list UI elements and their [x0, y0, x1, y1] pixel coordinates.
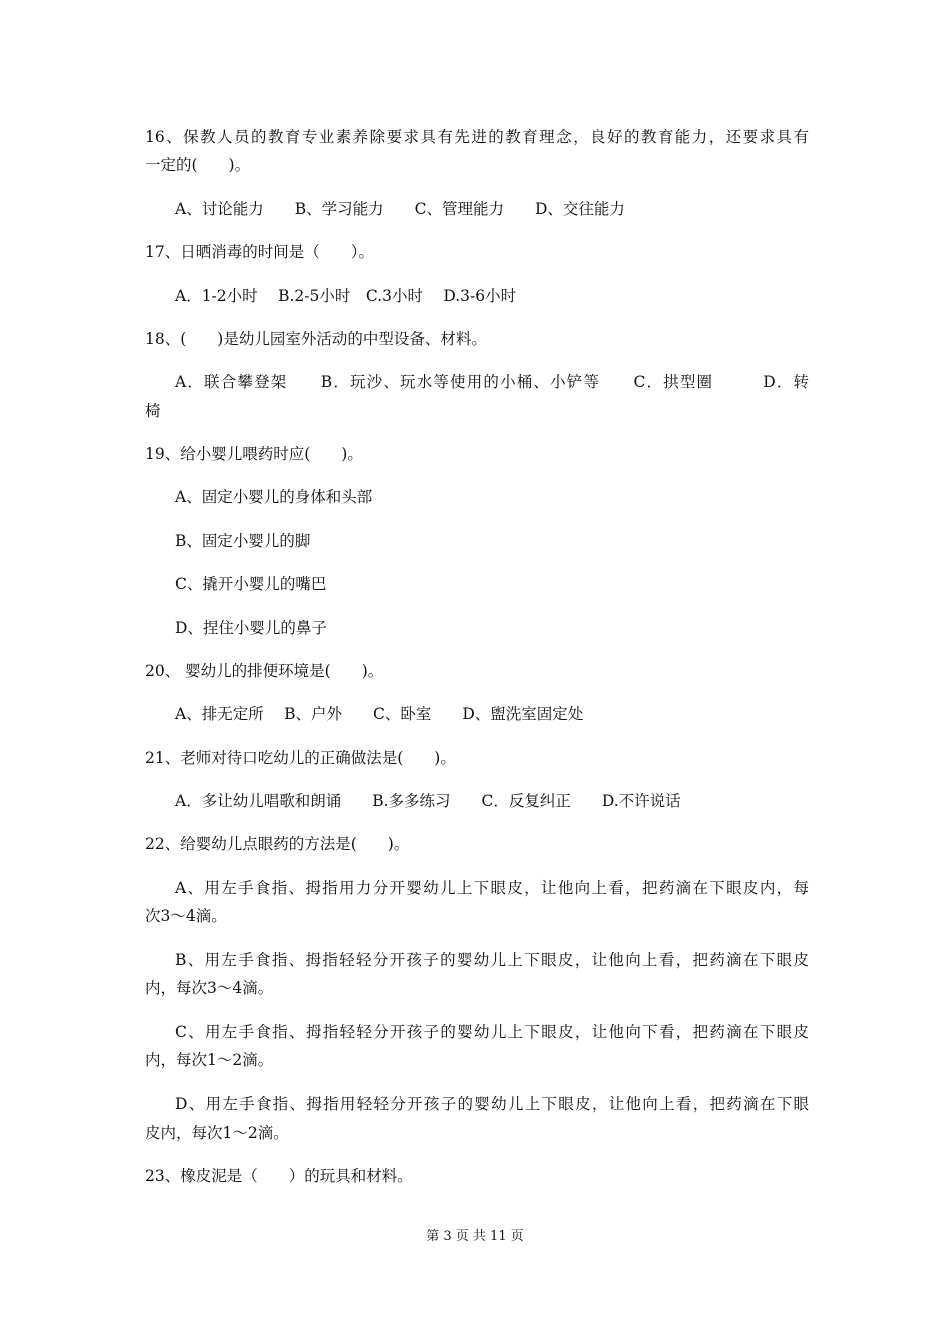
q22-option-a-line2: 次3～4滴。 — [145, 907, 227, 925]
q22-option-a-line1: A、用左手食指、拇指用力分开婴幼儿上下眼皮，让他向上看，把药滴在下眼皮内，每 — [175, 879, 809, 897]
q19-option-a: A、固定小婴儿的身体和头部 — [175, 488, 373, 506]
q16-options: A、讨论能力 B、学习能力 C、管理能力 D、交往能力 — [175, 200, 625, 218]
q18-options-line1: A．联合攀登架 B．玩沙、玩水等使用的小桶、小铲等 C．拱型圈 D．转 — [175, 373, 809, 391]
q19-option-b: B、固定小婴儿的脚 — [175, 532, 311, 550]
q17-stem: 17、日晒消毒的时间是（ ）。 — [145, 243, 374, 261]
q22-option-b-line1: B、用左手食指、拇指轻轻分开孩子的婴幼儿上下眼皮，让他向上看，把药滴在下眼皮 — [175, 951, 809, 969]
q19-option-d: D、捏住小婴儿的鼻子 — [175, 619, 327, 637]
q17-options: A．1-2小时 B.2-5小时 C.3小时 D.3-6小时 — [175, 287, 517, 305]
q21-options: A．多让幼儿唱歌和朗诵 B.多多练习 C．反复纠正 D.不许说话 — [175, 792, 681, 810]
q22-option-b-line2: 内，每次3～4滴。 — [145, 979, 274, 997]
q22-option-c-line2: 内，每次1～2滴。 — [145, 1051, 274, 1069]
q23-stem: 23、橡皮泥是（ ）的玩具和材料。 — [145, 1167, 413, 1185]
q18-options-line2: 椅 — [145, 402, 161, 420]
q22-option-c-line1: C、用左手食指、拇指轻轻分开孩子的婴幼儿上下眼皮，让他向下看，把药滴在下眼皮 — [175, 1023, 809, 1041]
q20-options: A、排无定所 B、户外 C、卧室 D、盥洗室固定处 — [175, 705, 584, 723]
q16-stem-line1: 16、保教人员的教育专业素养除要求具有先进的教育理念，良好的教育能力，还要求具有 — [145, 128, 809, 146]
q20-stem: 20、 婴幼儿的排便环境是( )。 — [145, 662, 384, 680]
q18-stem: 18、( )是幼儿园室外活动的中型设备、材料。 — [145, 330, 487, 348]
q22-option-d-line2: 皮内，每次1～2滴。 — [145, 1124, 289, 1142]
q19-stem: 19、给小婴儿喂药时应( )。 — [145, 445, 363, 463]
page-footer: 第 3 页 共 11 页 — [426, 1229, 524, 1244]
q21-stem: 21、老师对待口吃幼儿的正确做法是( )。 — [145, 749, 456, 767]
q22-option-d-line1: D、用左手食指、拇指用轻轻分开孩子的婴幼儿上下眼皮，让他向上看，把药滴在下眼 — [175, 1095, 809, 1113]
q16-stem-line2: 一定的( )。 — [145, 156, 251, 174]
q19-option-c: C、撬开小婴儿的嘴巴 — [175, 575, 327, 593]
q22-stem: 22、给婴幼儿点眼药的方法是( )。 — [145, 835, 410, 853]
